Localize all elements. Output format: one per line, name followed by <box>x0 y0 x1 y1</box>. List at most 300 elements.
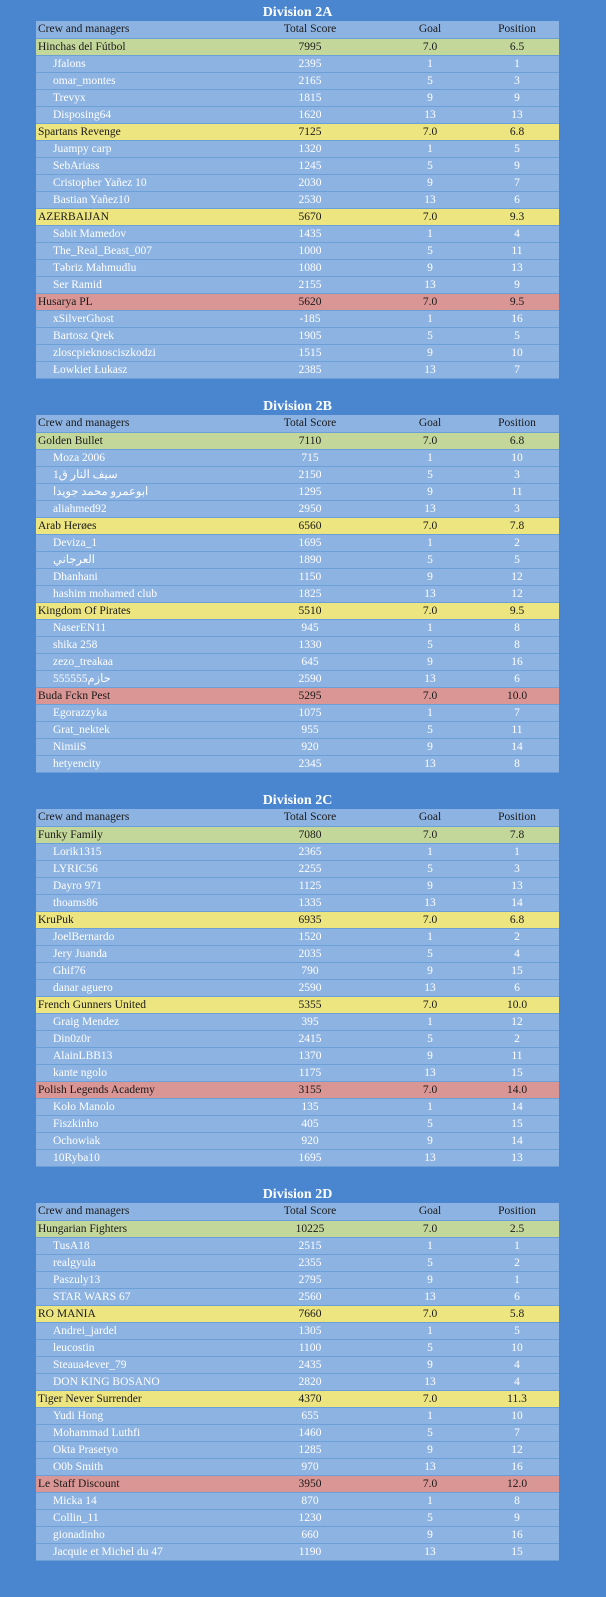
member-goal: 5 <box>385 945 475 962</box>
member-row <box>36 721 559 738</box>
table-header-row <box>36 1203 559 1220</box>
member-goal: 5 <box>385 721 475 738</box>
member-goal: 1 <box>385 619 475 636</box>
team-goal: 7.0 <box>385 123 475 140</box>
header-position: Position <box>475 809 559 826</box>
header-goal: Goal <box>385 415 475 432</box>
member-total-score: 790 <box>235 962 385 979</box>
member-name: gionadinho <box>36 1526 235 1543</box>
team-total-score: 10225 <box>235 1220 385 1237</box>
member-goal: 1 <box>385 55 475 72</box>
team-row <box>36 1081 559 1098</box>
team-row <box>36 517 559 534</box>
member-total-score: 945 <box>235 619 385 636</box>
member-total-score: 395 <box>235 1013 385 1030</box>
header-total-score: Total Score <box>235 809 385 826</box>
member-position: 4 <box>475 1373 559 1390</box>
member-goal: 9 <box>385 1132 475 1149</box>
member-total-score: 1295 <box>235 483 385 500</box>
member-position: 8 <box>475 1492 559 1509</box>
member-row <box>36 344 559 361</box>
member-name: Yudi Hong <box>36 1407 235 1424</box>
member-row <box>36 191 559 208</box>
member-total-score: 1890 <box>235 551 385 568</box>
member-position: 15 <box>475 962 559 979</box>
header-name: Crew and managers <box>36 21 235 38</box>
team-goal: 7.0 <box>385 1305 475 1322</box>
member-row <box>36 962 559 979</box>
member-total-score: 2365 <box>235 843 385 860</box>
member-name: Łowkiet Łukasz <box>36 361 235 378</box>
member-name: O0b Smith <box>36 1458 235 1475</box>
member-name: Dayro 971 <box>36 877 235 894</box>
member-row <box>36 1237 559 1254</box>
member-total-score: 1190 <box>235 1543 385 1560</box>
member-name: leucostin <box>36 1339 235 1356</box>
member-name: danar aguero <box>36 979 235 996</box>
member-goal: 1 <box>385 1407 475 1424</box>
member-name: omar_montes <box>36 72 235 89</box>
member-row <box>36 928 559 945</box>
member-total-score: 1245 <box>235 157 385 174</box>
member-row <box>36 1132 559 1149</box>
member-position: 15 <box>475 1115 559 1132</box>
table-header-row <box>36 21 559 38</box>
member-goal: 1 <box>385 310 475 327</box>
member-total-score: 135 <box>235 1098 385 1115</box>
member-position: 14 <box>475 1098 559 1115</box>
member-row <box>36 653 559 670</box>
member-row <box>36 1424 559 1441</box>
team-goal: 7.0 <box>385 1081 475 1098</box>
header-goal: Goal <box>385 809 475 826</box>
member-total-score: 1695 <box>235 1149 385 1166</box>
member-total-score: 1905 <box>235 327 385 344</box>
member-position: 6 <box>475 670 559 687</box>
member-total-score: 2165 <box>235 72 385 89</box>
member-row <box>36 704 559 721</box>
member-name: Steaua4ever_79 <box>36 1356 235 1373</box>
member-goal: 9 <box>385 89 475 106</box>
member-goal: 9 <box>385 344 475 361</box>
table-header-row <box>36 809 559 826</box>
member-total-score: 2395 <box>235 55 385 72</box>
member-position: 9 <box>475 157 559 174</box>
member-name: Moza 2006 <box>36 449 235 466</box>
member-row <box>36 894 559 911</box>
member-total-score: 2820 <box>235 1373 385 1390</box>
member-goal: 5 <box>385 72 475 89</box>
member-position: 5 <box>475 551 559 568</box>
member-total-score: 2150 <box>235 466 385 483</box>
member-name: thoams86 <box>36 894 235 911</box>
member-goal: 13 <box>385 361 475 378</box>
team-total-score: 4370 <box>235 1390 385 1407</box>
member-name: Micka 14 <box>36 1492 235 1509</box>
team-position: 10.0 <box>475 996 559 1013</box>
member-goal: 13 <box>385 585 475 602</box>
team-row <box>36 911 559 928</box>
member-goal: 9 <box>385 877 475 894</box>
member-goal: 1 <box>385 704 475 721</box>
member-name: aliahmed92 <box>36 500 235 517</box>
member-name: zezo_treakaa <box>36 653 235 670</box>
member-row <box>36 483 559 500</box>
team-total-score: 7995 <box>235 38 385 55</box>
member-name: STAR WARS 67 <box>36 1288 235 1305</box>
member-row <box>36 1373 559 1390</box>
member-row <box>36 106 559 123</box>
member-total-score: 1520 <box>235 928 385 945</box>
team-row <box>36 1305 559 1322</box>
member-total-score: 2795 <box>235 1271 385 1288</box>
team-total-score: 3950 <box>235 1475 385 1492</box>
member-row <box>36 1271 559 1288</box>
member-row <box>36 979 559 996</box>
member-goal: 5 <box>385 466 475 483</box>
team-name: French Gunners United <box>36 996 235 1013</box>
member-goal: 13 <box>385 1064 475 1081</box>
member-total-score: 715 <box>235 449 385 466</box>
member-row <box>36 1526 559 1543</box>
member-goal: 9 <box>385 962 475 979</box>
team-goal: 7.0 <box>385 1220 475 1237</box>
member-goal: 1 <box>385 843 475 860</box>
member-row <box>36 619 559 636</box>
member-goal: 13 <box>385 670 475 687</box>
member-row <box>36 1030 559 1047</box>
team-total-score: 5355 <box>235 996 385 1013</box>
member-row <box>36 55 559 72</box>
member-row <box>36 1013 559 1030</box>
member-total-score: 2530 <box>235 191 385 208</box>
team-row <box>36 602 559 619</box>
member-position: 14 <box>475 1132 559 1149</box>
team-row <box>36 293 559 310</box>
member-name: Mohammad Luthfi <box>36 1424 235 1441</box>
member-total-score: 1515 <box>235 344 385 361</box>
member-total-score: 2415 <box>235 1030 385 1047</box>
member-total-score: 1125 <box>235 877 385 894</box>
team-name: Funky Family <box>36 826 235 843</box>
team-total-score: 6560 <box>235 517 385 534</box>
member-name: Din0z0r <box>36 1030 235 1047</box>
member-position: 13 <box>475 877 559 894</box>
member-row <box>36 1407 559 1424</box>
member-position: 14 <box>475 738 559 755</box>
header-goal: Goal <box>385 21 475 38</box>
member-name: kante ngolo <box>36 1064 235 1081</box>
member-total-score: 2590 <box>235 979 385 996</box>
team-position: 6.5 <box>475 38 559 55</box>
member-goal: 9 <box>385 1441 475 1458</box>
team-goal: 7.0 <box>385 602 475 619</box>
member-total-score: 2560 <box>235 1288 385 1305</box>
member-goal: 13 <box>385 1288 475 1305</box>
member-total-score: 655 <box>235 1407 385 1424</box>
member-position: 10 <box>475 1407 559 1424</box>
member-position: 5 <box>475 327 559 344</box>
team-row <box>36 38 559 55</box>
member-total-score: 1815 <box>235 89 385 106</box>
member-name: Jery Juanda <box>36 945 235 962</box>
member-name: 10Ryba10 <box>36 1149 235 1166</box>
member-name: realgyula <box>36 1254 235 1271</box>
member-row <box>36 276 559 293</box>
member-name: Paszuly13 <box>36 1271 235 1288</box>
member-name: Bastian Yañez10 <box>36 191 235 208</box>
member-row <box>36 755 559 772</box>
member-name: ابوعمرو محمد جويدا <box>36 483 235 500</box>
member-goal: 1 <box>385 140 475 157</box>
member-name: Egorazzyka <box>36 704 235 721</box>
member-row <box>36 551 559 568</box>
member-position: 12 <box>475 1441 559 1458</box>
member-name: NimiiS <box>36 738 235 755</box>
team-name: AZERBAIJAN <box>36 208 235 225</box>
standings-table <box>36 21 559 379</box>
team-goal: 7.0 <box>385 38 475 55</box>
member-total-score: 660 <box>235 1526 385 1543</box>
division-block <box>36 1184 559 1561</box>
member-goal: 5 <box>385 1115 475 1132</box>
member-row <box>36 1064 559 1081</box>
member-total-score: 1620 <box>235 106 385 123</box>
member-row <box>36 1115 559 1132</box>
member-goal: 9 <box>385 568 475 585</box>
member-goal: 5 <box>385 551 475 568</box>
member-total-score: 1230 <box>235 1509 385 1526</box>
member-name: TusA18 <box>36 1237 235 1254</box>
member-row <box>36 225 559 242</box>
team-row <box>36 687 559 704</box>
member-position: 7 <box>475 704 559 721</box>
team-total-score: 6935 <box>235 911 385 928</box>
member-goal: 13 <box>385 276 475 293</box>
member-name: حازم555555 <box>36 670 235 687</box>
member-total-score: 1080 <box>235 259 385 276</box>
member-name: Disposing64 <box>36 106 235 123</box>
member-goal: 5 <box>385 860 475 877</box>
member-position: 1 <box>475 1271 559 1288</box>
member-total-score: 2155 <box>235 276 385 293</box>
member-goal: 5 <box>385 327 475 344</box>
member-name: Dhanhani <box>36 568 235 585</box>
team-row <box>36 208 559 225</box>
member-position: 7 <box>475 1424 559 1441</box>
member-position: 8 <box>475 755 559 772</box>
member-name: Okta Prasetyo <box>36 1441 235 1458</box>
member-name: Təbriz Mahmudlu <box>36 259 235 276</box>
division-title: Division 2C <box>262 793 333 808</box>
team-name: Kingdom Of Pirates <box>36 602 235 619</box>
member-row <box>36 242 559 259</box>
member-name: Juampy carp <box>36 140 235 157</box>
team-position: 14.0 <box>475 1081 559 1098</box>
member-position: 4 <box>475 225 559 242</box>
member-row <box>36 1288 559 1305</box>
member-goal: 9 <box>385 1356 475 1373</box>
member-position: 3 <box>475 500 559 517</box>
member-goal: 9 <box>385 483 475 500</box>
member-total-score: 2255 <box>235 860 385 877</box>
member-name: AlainLBB13 <box>36 1047 235 1064</box>
team-goal: 7.0 <box>385 208 475 225</box>
member-total-score: 1335 <box>235 894 385 911</box>
member-position: 12 <box>475 585 559 602</box>
member-row <box>36 1543 559 1560</box>
team-position: 2.5 <box>475 1220 559 1237</box>
team-name: Hungarian Fighters <box>36 1220 235 1237</box>
member-position: 3 <box>475 860 559 877</box>
member-name: DON KING BOSANO <box>36 1373 235 1390</box>
team-name: Hinchas del Fútbol <box>36 38 235 55</box>
member-goal: 5 <box>385 1509 475 1526</box>
member-position: 8 <box>475 619 559 636</box>
member-goal: 13 <box>385 979 475 996</box>
team-name: Golden Bullet <box>36 432 235 449</box>
member-goal: 1 <box>385 1492 475 1509</box>
standings-table <box>36 809 559 1167</box>
member-total-score: 1285 <box>235 1441 385 1458</box>
member-name: Jfalons <box>36 55 235 72</box>
member-position: 12 <box>475 568 559 585</box>
member-goal: 1 <box>385 1098 475 1115</box>
member-name: xSilverGhost <box>36 310 235 327</box>
member-total-score: 1435 <box>235 225 385 242</box>
member-goal: 5 <box>385 1254 475 1271</box>
member-row <box>36 361 559 378</box>
member-goal: 13 <box>385 1543 475 1560</box>
member-goal: 13 <box>385 894 475 911</box>
member-position: 16 <box>475 1526 559 1543</box>
member-name: Sabit Mamedov <box>36 225 235 242</box>
member-total-score: 1370 <box>235 1047 385 1064</box>
team-position: 6.8 <box>475 123 559 140</box>
member-position: 3 <box>475 466 559 483</box>
division-title: Division 2D <box>262 1187 333 1202</box>
team-name: Spartans Revenge <box>36 123 235 140</box>
member-row <box>36 1458 559 1475</box>
member-goal: 13 <box>385 106 475 123</box>
header-position: Position <box>475 415 559 432</box>
header-name: Crew and managers <box>36 809 235 826</box>
member-name: Ser Ramid <box>36 276 235 293</box>
member-total-score: 955 <box>235 721 385 738</box>
team-total-score: 5620 <box>235 293 385 310</box>
team-total-score: 7110 <box>235 432 385 449</box>
member-row <box>36 1254 559 1271</box>
member-name: shika 258 <box>36 636 235 653</box>
member-goal: 5 <box>385 157 475 174</box>
member-position: 3 <box>475 72 559 89</box>
member-row <box>36 1098 559 1115</box>
team-goal: 7.0 <box>385 517 475 534</box>
team-row <box>36 826 559 843</box>
member-position: 5 <box>475 1322 559 1339</box>
member-goal: 1 <box>385 225 475 242</box>
member-position: 4 <box>475 1356 559 1373</box>
member-row <box>36 534 559 551</box>
member-row <box>36 843 559 860</box>
member-position: 7 <box>475 361 559 378</box>
member-position: 14 <box>475 894 559 911</box>
member-goal: 13 <box>385 500 475 517</box>
member-name: Koło Manolo <box>36 1098 235 1115</box>
member-position: 15 <box>475 1543 559 1560</box>
member-total-score: 1320 <box>235 140 385 157</box>
member-goal: 9 <box>385 1271 475 1288</box>
member-total-score: 2355 <box>235 1254 385 1271</box>
member-position: 9 <box>475 89 559 106</box>
team-goal: 7.0 <box>385 826 475 843</box>
team-position: 10.0 <box>475 687 559 704</box>
team-name: Polish Legends Academy <box>36 1081 235 1098</box>
team-total-score: 7080 <box>235 826 385 843</box>
member-position: 2 <box>475 1254 559 1271</box>
member-name: hetyencity <box>36 755 235 772</box>
member-total-score: 2035 <box>235 945 385 962</box>
header-total-score: Total Score <box>235 415 385 432</box>
member-goal: 9 <box>385 174 475 191</box>
member-row <box>36 89 559 106</box>
member-name: Cristopher Yañez 10 <box>36 174 235 191</box>
member-position: 1 <box>475 55 559 72</box>
member-position: 10 <box>475 449 559 466</box>
member-row <box>36 1149 559 1166</box>
header-name: Crew and managers <box>36 1203 235 1220</box>
member-row <box>36 466 559 483</box>
member-goal: 5 <box>385 1030 475 1047</box>
member-total-score: 920 <box>235 1132 385 1149</box>
member-position: 13 <box>475 1149 559 1166</box>
member-total-score: -185 <box>235 310 385 327</box>
member-row <box>36 259 559 276</box>
team-name: Husarya PL <box>36 293 235 310</box>
member-total-score: 1695 <box>235 534 385 551</box>
member-position: 11 <box>475 483 559 500</box>
member-total-score: 1175 <box>235 1064 385 1081</box>
member-row <box>36 72 559 89</box>
team-total-score: 7660 <box>235 1305 385 1322</box>
member-row <box>36 449 559 466</box>
member-name: JoelBernardo <box>36 928 235 945</box>
member-total-score: 2030 <box>235 174 385 191</box>
member-row <box>36 945 559 962</box>
member-position: 9 <box>475 1509 559 1526</box>
team-row <box>36 1475 559 1492</box>
member-position: 1 <box>475 843 559 860</box>
member-goal: 9 <box>385 1526 475 1543</box>
member-position: 16 <box>475 1458 559 1475</box>
member-name: The_Real_Beast_007 <box>36 242 235 259</box>
member-goal: 9 <box>385 259 475 276</box>
team-goal: 7.0 <box>385 432 475 449</box>
member-name: NaserEN11 <box>36 619 235 636</box>
member-row <box>36 585 559 602</box>
member-row <box>36 877 559 894</box>
team-goal: 7.0 <box>385 687 475 704</box>
team-position: 7.8 <box>475 517 559 534</box>
member-row <box>36 157 559 174</box>
member-position: 10 <box>475 344 559 361</box>
team-total-score: 3155 <box>235 1081 385 1098</box>
team-position: 12.0 <box>475 1475 559 1492</box>
member-position: 1 <box>475 1237 559 1254</box>
member-goal: 5 <box>385 242 475 259</box>
member-row <box>36 310 559 327</box>
member-name: Lorik1315 <box>36 843 235 860</box>
